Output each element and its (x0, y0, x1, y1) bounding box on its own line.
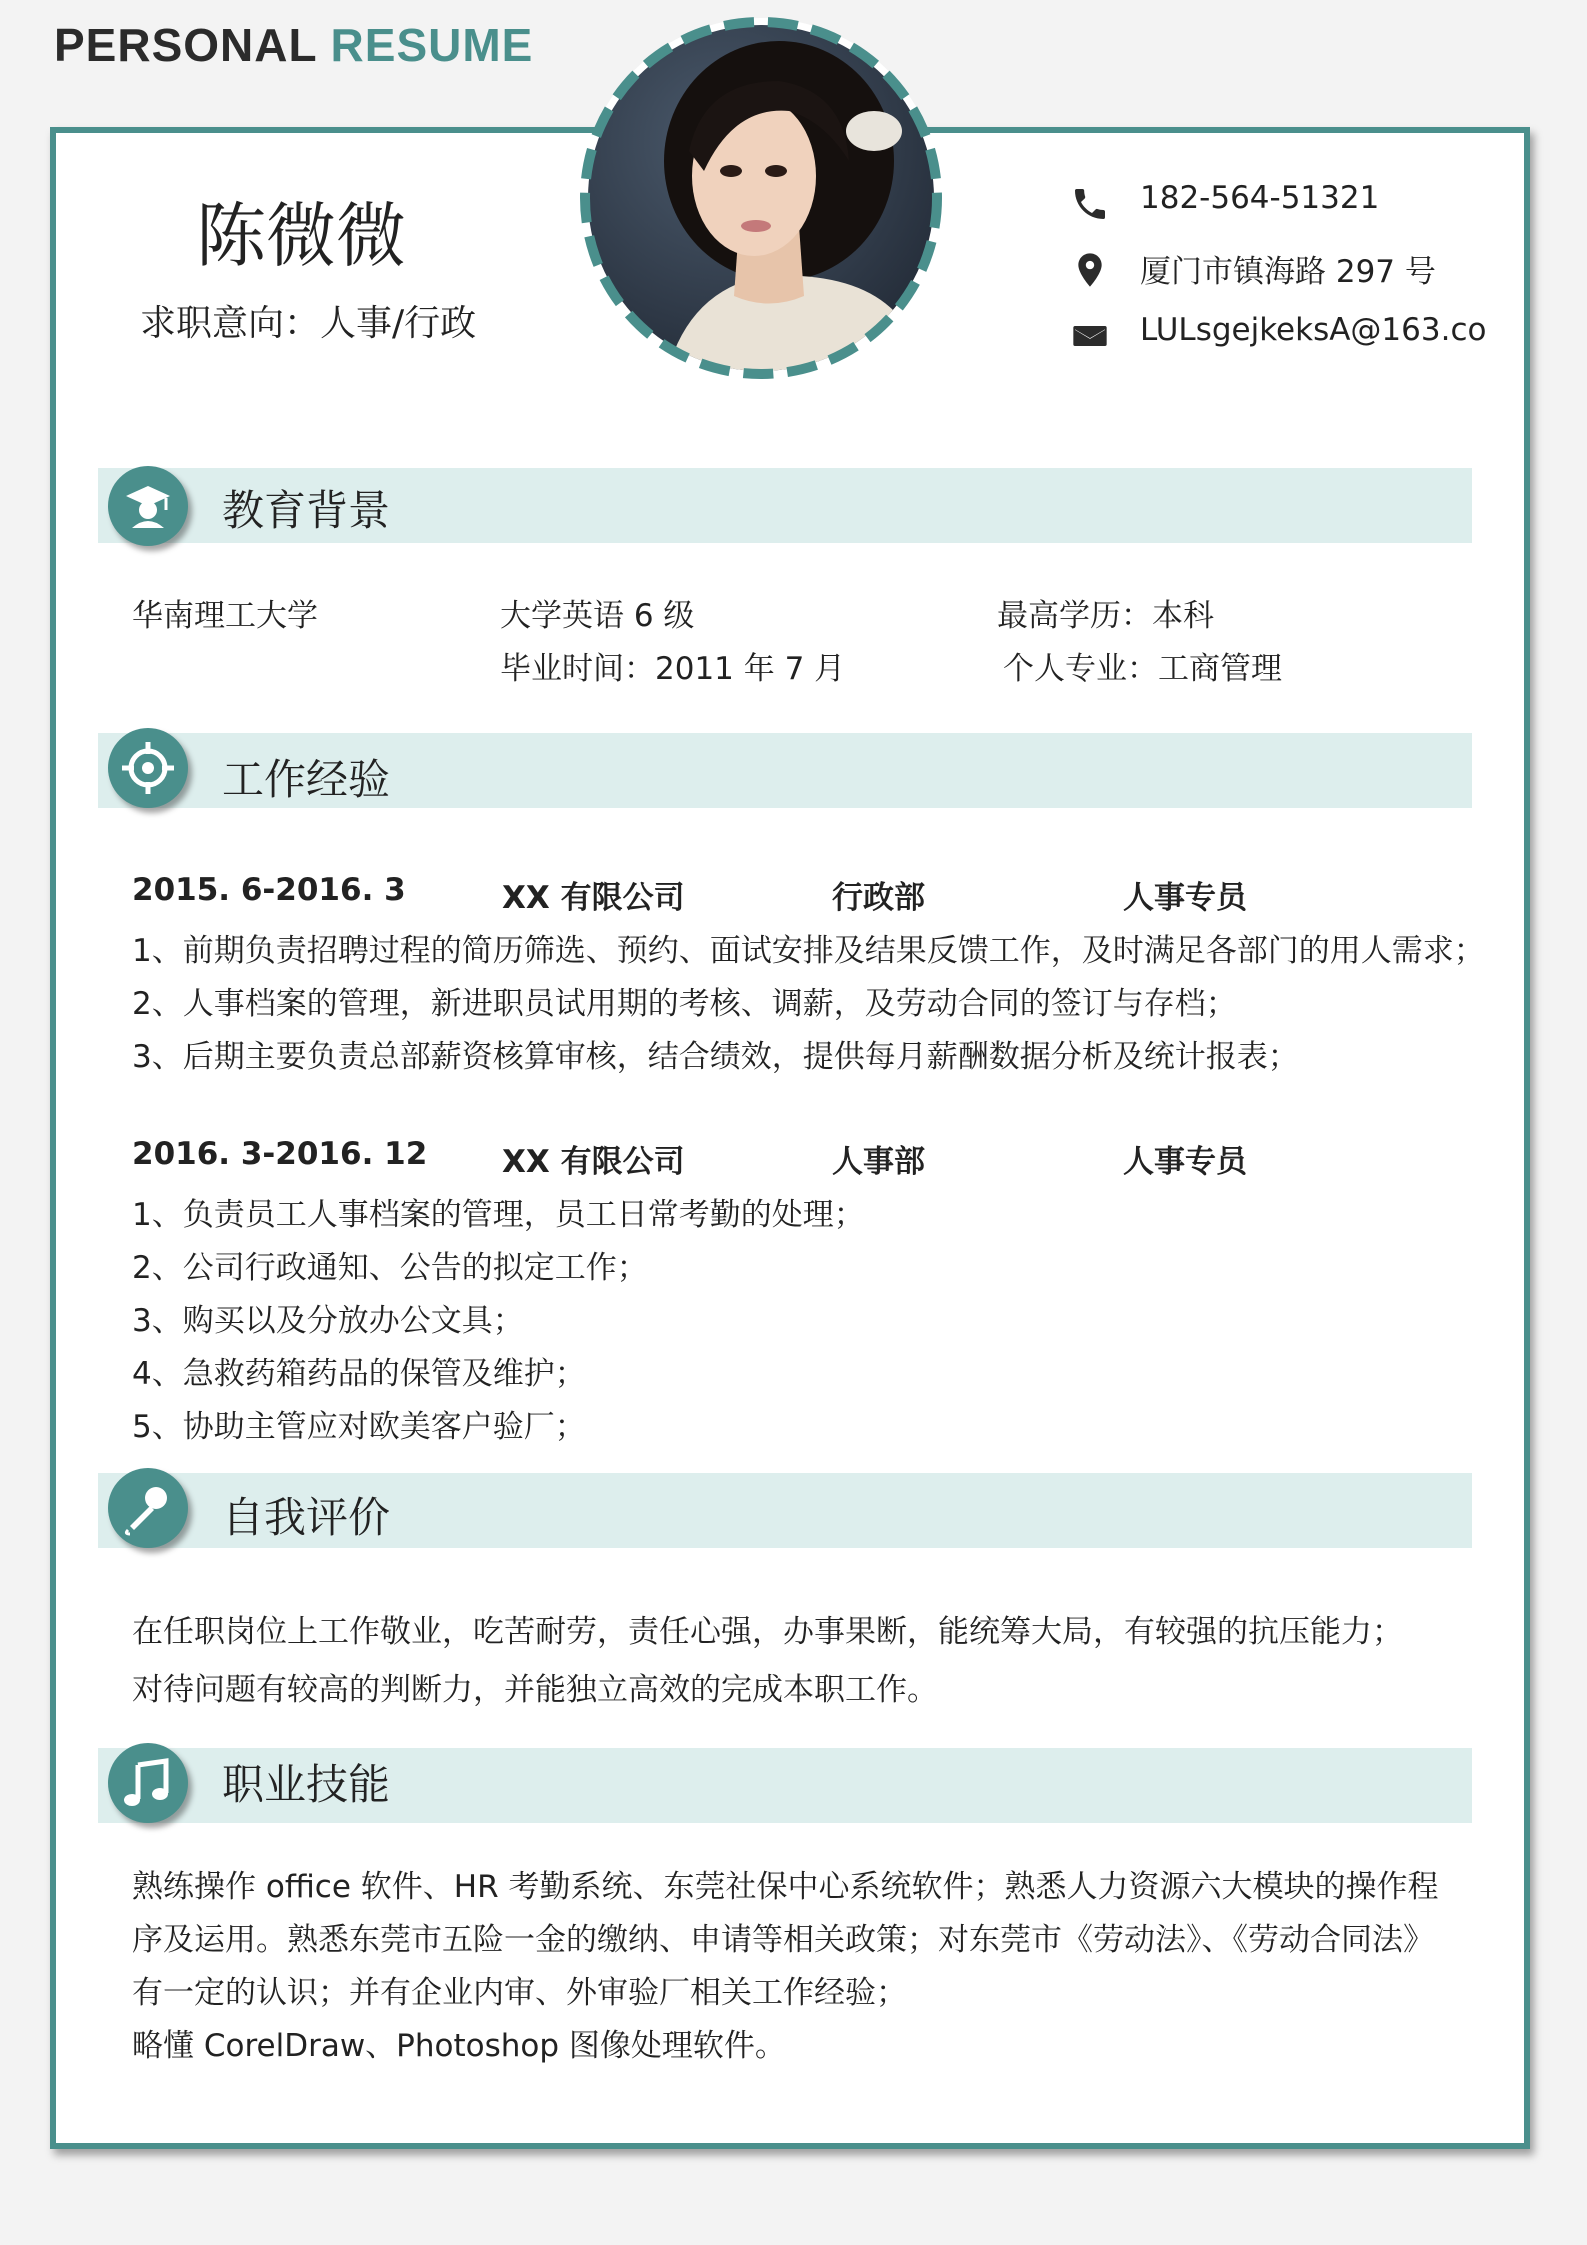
job-1-duty-1: 1、前期负责招聘过程的简历筛选、预约、面试安排及结果反馈工作，及时满足各部门的用人需求； (132, 933, 1485, 969)
education-section-title: 教育背景 (222, 486, 391, 535)
job-2-duty-3: 3、购买以及分放办公文具； (132, 1303, 524, 1339)
job-2-company: XX 有限公司 (502, 1144, 685, 1180)
portrait-illustration (574, 11, 948, 385)
self-eval-line-2: 对待问题有较高的判断力，并能独立高效的完成本职工作。 (132, 1672, 938, 1708)
job-2-position: 人事专员 (1123, 1144, 1247, 1180)
job-intention: 求职意向：人事/行政 (140, 303, 477, 344)
highest-degree: 最高学历：本科 (997, 598, 1214, 634)
header-title-resume: RESUME (330, 19, 534, 71)
job-2-duty-2: 2、公司行政通知、公告的拟定工作； (132, 1250, 648, 1286)
skills-line-1: 熟练操作 office 软件、HR 考勤系统、东莞社保中心系统软件；熟悉人力资源六大模块的操作程 (132, 1869, 1439, 1905)
major: 个人专业：工商管理 (1003, 651, 1282, 687)
self-eval-section-title: 自我评价 (222, 1493, 391, 1542)
job-2-duty-5: 5、协助主管应对欧美客户验厂； (132, 1409, 586, 1445)
job-1-position: 人事专员 (1123, 880, 1247, 916)
crosshair-icon (108, 728, 188, 808)
english-level: 大学英语 6 级 (500, 598, 695, 634)
phone-icon (1070, 184, 1110, 224)
job-2-department: 人事部 (832, 1144, 925, 1180)
job-1-department: 行政部 (832, 880, 925, 916)
graduation-time: 毕业时间：2011 年 7 月 (500, 651, 846, 687)
skills-line-2: 序及运用。熟悉东莞市五险一金的缴纳、申请等相关政策；对东莞市《劳动法》、《劳动合同法》 (132, 1922, 1434, 1958)
skills-section-title: 职业技能 (222, 1760, 391, 1809)
job-2-duty-1: 1、负责员工人事档案的管理，员工日常考勤的处理； (132, 1197, 865, 1233)
skills-line-4: 略懂 CorelDraw、Photoshop 图像处理软件。 (132, 2028, 786, 2064)
school-name: 华南理工大学 (132, 598, 318, 634)
phone-number: 182-564-51321 (1140, 180, 1380, 216)
job-2-duty-4: 4、急救药箱药品的保管及维护； (132, 1356, 586, 1392)
self-eval-line-1: 在任职岗位上工作敬业，吃苦耐劳，责任心强，办事果断，能统筹大局，有较强的抗压能力； (132, 1614, 1403, 1650)
applicant-name: 陈微微 (196, 195, 406, 277)
profile-photo (574, 11, 948, 385)
location-pin-icon (1070, 250, 1110, 290)
skills-line-3: 有一定的认识；并有企业内审、外审验厂相关工作经验； (132, 1975, 907, 2011)
job-1-duty-2: 2、人事档案的管理，新进职员试用期的考核、调薪，及劳动合同的签订与存档； (132, 986, 1237, 1022)
job-1-company: XX 有限公司 (502, 880, 685, 916)
music-note-icon (108, 1743, 188, 1823)
job-1-duty-3: 3、后期主要负责总部薪资核算审核，结合绩效，提供每月薪酬数据分析及统计报表； (132, 1039, 1299, 1075)
job-1-period: 2015. 6-2016. 3 (132, 872, 406, 908)
envelope-icon (1070, 316, 1110, 356)
resume-header-title (54, 18, 533, 72)
graduate-icon (108, 466, 188, 546)
email-address: LULsgejkeksA@163.co (1140, 312, 1487, 348)
work-section-title: 工作经验 (222, 755, 391, 804)
microphone-icon (108, 1468, 188, 1548)
header-title-personal: PERSONAL (54, 19, 317, 71)
job-2-period: 2016. 3-2016. 12 (132, 1136, 428, 1172)
address-text: 厦门市镇海路 297 号 (1140, 254, 1436, 290)
